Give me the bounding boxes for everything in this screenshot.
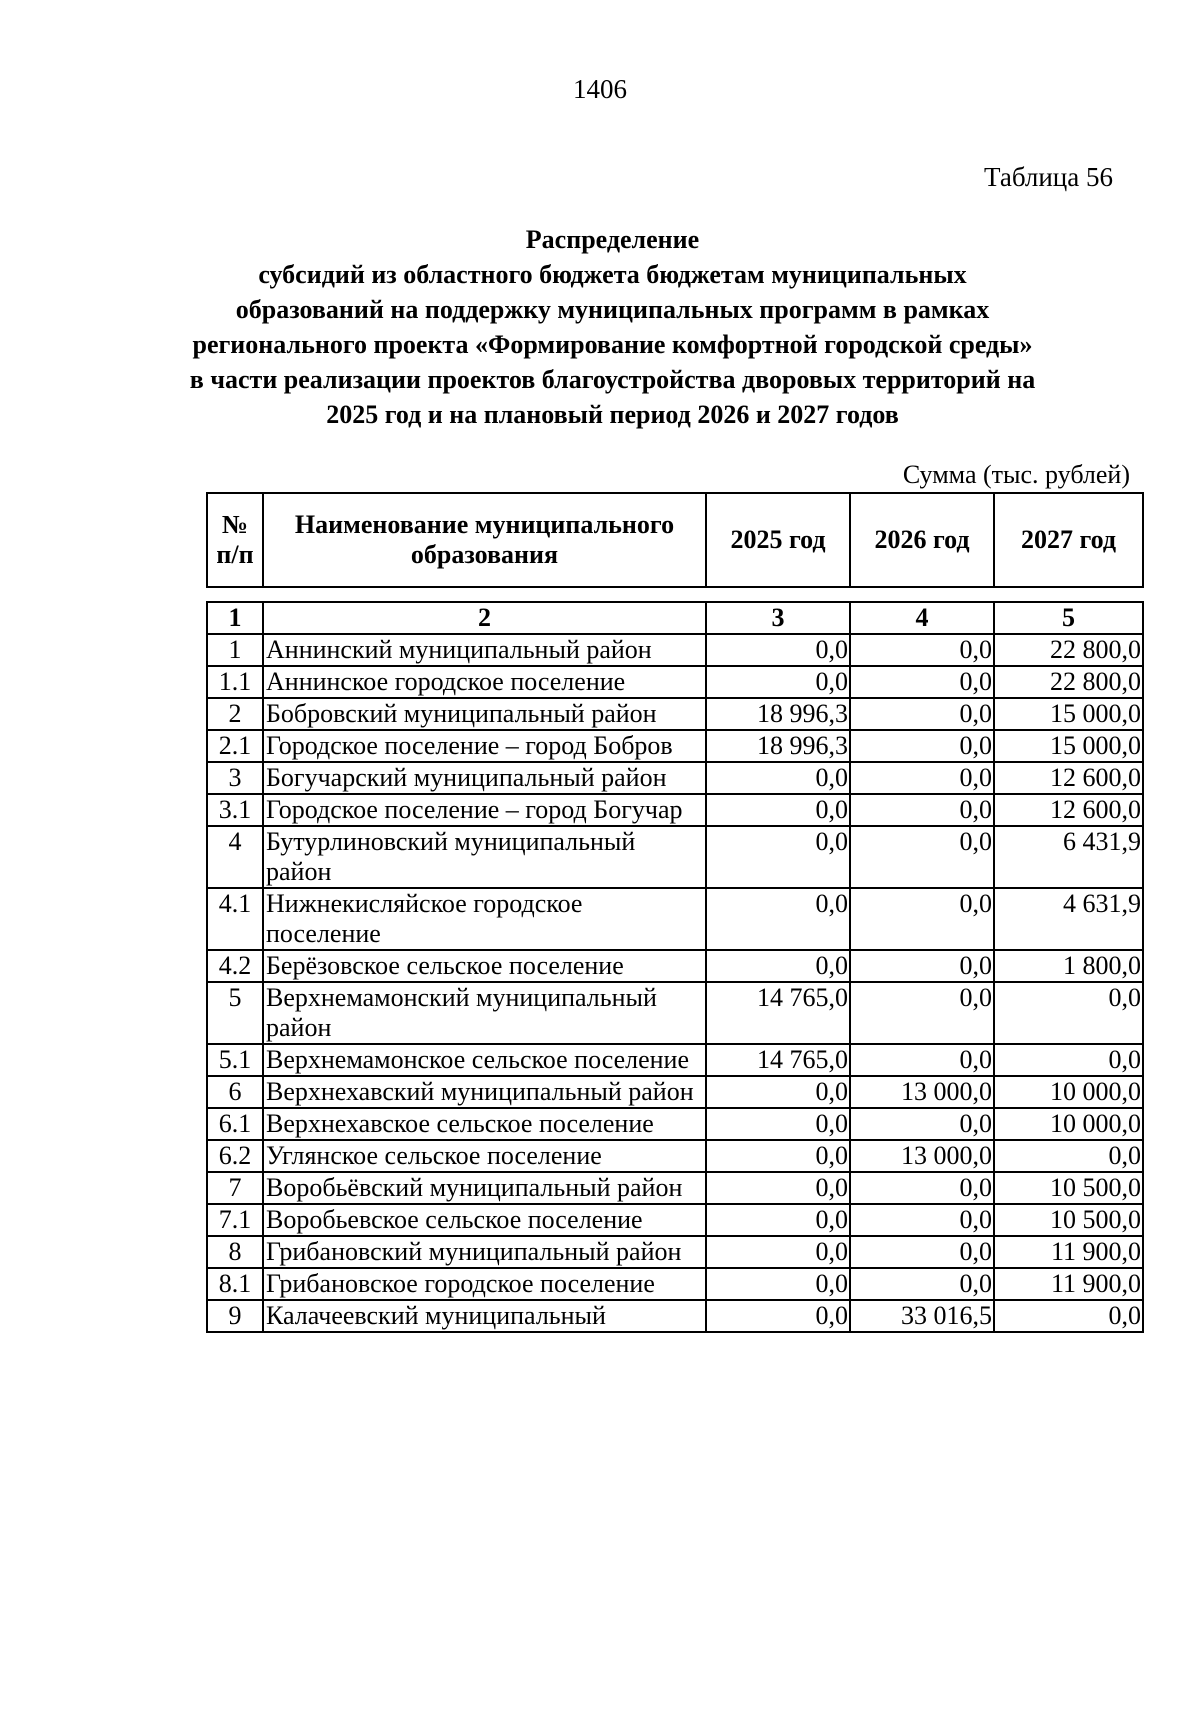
row-number: 4.1 [207, 888, 263, 950]
value-2025: 0,0 [706, 1204, 850, 1236]
title-line: субсидий из областного бюджета бюджетам муниципальных [258, 260, 967, 289]
value-2026: 0,0 [850, 730, 994, 762]
column-number: 2 [263, 602, 706, 634]
value-2027: 0,0 [994, 982, 1143, 1044]
value-2026: 0,0 [850, 1204, 994, 1236]
row-number: 5.1 [207, 1044, 263, 1076]
value-2025: 0,0 [706, 1268, 850, 1300]
table-row [207, 1140, 1143, 1172]
table-row [207, 1076, 1143, 1108]
column-number: 5 [994, 602, 1143, 634]
value-2026: 0,0 [850, 1108, 994, 1140]
document-title [180, 222, 1045, 432]
table-row [207, 762, 1143, 794]
value-2026: 13 000,0 [850, 1140, 994, 1172]
value-2025: 0,0 [706, 634, 850, 666]
row-number: 4.2 [207, 950, 263, 982]
value-2026: 0,0 [850, 794, 994, 826]
row-name: Аннинский муниципальный район [263, 634, 706, 666]
value-2026: 13 000,0 [850, 1076, 994, 1108]
value-2027: 1 800,0 [994, 950, 1143, 982]
header-name: Наименование муниципального образования [263, 493, 706, 587]
title-line: в части реализации проектов благоустройства дворовых территорий на [189, 365, 1036, 394]
value-2026: 0,0 [850, 1236, 994, 1268]
value-2027: 22 800,0 [994, 634, 1143, 666]
table-row [207, 666, 1143, 698]
title-line: Распределение [525, 225, 700, 254]
value-2025: 0,0 [706, 762, 850, 794]
row-number: 6.1 [207, 1108, 263, 1140]
value-2025: 0,0 [706, 1140, 850, 1172]
value-2027: 10 500,0 [994, 1172, 1143, 1204]
table-row [207, 1300, 1143, 1332]
value-2027: 12 600,0 [994, 794, 1143, 826]
row-name: Верхнехавское сельское поселение [263, 1108, 706, 1140]
row-number: 9 [207, 1300, 263, 1332]
row-number: 4 [207, 826, 263, 888]
value-2025: 0,0 [706, 1076, 850, 1108]
table-row [207, 1108, 1143, 1140]
value-2027: 4 631,9 [994, 888, 1143, 950]
row-name: Городское поселение – город Богучар [263, 794, 706, 826]
value-2025: 14 765,0 [706, 1044, 850, 1076]
table-row [207, 982, 1143, 1044]
value-2025: 0,0 [706, 1172, 850, 1204]
value-2027: 11 900,0 [994, 1268, 1143, 1300]
value-2026: 0,0 [850, 1172, 994, 1204]
table-row [207, 730, 1143, 762]
row-name: Воробьёвский муниципальный район [263, 1172, 706, 1204]
value-2027: 10 500,0 [994, 1204, 1143, 1236]
row-name: Воробьевское сельское поселение [263, 1204, 706, 1236]
table-row [207, 698, 1143, 730]
row-number: 8.1 [207, 1268, 263, 1300]
value-2026: 0,0 [850, 826, 994, 888]
units-label: Сумма (тыс. рублей) [902, 460, 1130, 489]
value-2027: 0,0 [994, 1140, 1143, 1172]
row-number: 8 [207, 1236, 263, 1268]
row-name: Верхнемамонское сельское поселение [263, 1044, 706, 1076]
header-no: № п/п [207, 493, 263, 587]
value-2025: 0,0 [706, 888, 850, 950]
row-number: 5 [207, 982, 263, 1044]
table-row [207, 634, 1143, 666]
table-row [207, 1172, 1143, 1204]
row-name: Берёзовское сельское поселение [263, 950, 706, 982]
value-2025: 0,0 [706, 1236, 850, 1268]
header-2026: 2026 год [850, 493, 994, 587]
value-2025: 0,0 [706, 1108, 850, 1140]
value-2027: 11 900,0 [994, 1236, 1143, 1268]
row-name: Грибановский муниципальный район [263, 1236, 706, 1268]
row-number: 7 [207, 1172, 263, 1204]
title-line: образований на поддержку муниципальных программ в рамках [235, 295, 990, 324]
row-number: 6.2 [207, 1140, 263, 1172]
value-2026: 0,0 [850, 666, 994, 698]
table-row [207, 826, 1143, 888]
table-row [207, 1204, 1143, 1236]
value-2025: 18 996,3 [706, 730, 850, 762]
row-name: Бутурлиновский муниципальный район [263, 826, 706, 888]
row-name: Богучарский муниципальный район [263, 762, 706, 794]
value-2027: 15 000,0 [994, 698, 1143, 730]
table-row [207, 888, 1143, 950]
table-row [207, 1044, 1143, 1076]
value-2025: 0,0 [706, 794, 850, 826]
value-2026: 0,0 [850, 634, 994, 666]
data-table [206, 601, 1144, 1333]
value-2027: 22 800,0 [994, 666, 1143, 698]
header-2025: 2025 год [706, 493, 850, 587]
row-number: 2.1 [207, 730, 263, 762]
value-2025: 18 996,3 [706, 698, 850, 730]
row-number: 7.1 [207, 1204, 263, 1236]
value-2027: 0,0 [994, 1044, 1143, 1076]
value-2026: 0,0 [850, 888, 994, 950]
value-2025: 0,0 [706, 1300, 850, 1332]
title-line: 2025 год и на плановый период 2026 и 2027 годов [326, 400, 899, 429]
table-row [207, 794, 1143, 826]
value-2026: 0,0 [850, 950, 994, 982]
value-2027: 15 000,0 [994, 730, 1143, 762]
row-number: 3.1 [207, 794, 263, 826]
value-2026: 0,0 [850, 1268, 994, 1300]
row-name: Калачеевский муниципальный [263, 1300, 706, 1332]
title-line: регионального проекта «Формирование комфортной городской среды» [192, 330, 1033, 359]
row-number: 6 [207, 1076, 263, 1108]
column-number: 3 [706, 602, 850, 634]
value-2026: 0,0 [850, 698, 994, 730]
header-2027: 2027 год [994, 493, 1143, 587]
table-row [207, 950, 1143, 982]
value-2026: 0,0 [850, 982, 994, 1044]
table-header [206, 492, 1144, 588]
column-numbers-row [207, 602, 1143, 634]
value-2027: 12 600,0 [994, 762, 1143, 794]
value-2027: 0,0 [994, 1300, 1143, 1332]
row-number: 1.1 [207, 666, 263, 698]
value-2026: 0,0 [850, 762, 994, 794]
row-number: 1 [207, 634, 263, 666]
row-name: Верхнемамонский муниципальный район [263, 982, 706, 1044]
value-2025: 14 765,0 [706, 982, 850, 1044]
value-2027: 6 431,9 [994, 826, 1143, 888]
row-number: 3 [207, 762, 263, 794]
value-2025: 0,0 [706, 950, 850, 982]
row-name: Верхнехавский муниципальный район [263, 1076, 706, 1108]
table-label: Таблица 56 [984, 162, 1113, 192]
value-2027: 10 000,0 [994, 1076, 1143, 1108]
row-name: Бобровский муниципальный район [263, 698, 706, 730]
value-2026: 0,0 [850, 1044, 994, 1076]
row-name: Углянское сельское поселение [263, 1140, 706, 1172]
value-2027: 10 000,0 [994, 1108, 1143, 1140]
row-number: 2 [207, 698, 263, 730]
column-number: 1 [207, 602, 263, 634]
table-row [207, 1268, 1143, 1300]
value-2025: 0,0 [706, 826, 850, 888]
table-row [207, 1236, 1143, 1268]
row-name: Грибановское городское поселение [263, 1268, 706, 1300]
row-name: Городское поселение – город Бобров [263, 730, 706, 762]
column-number: 4 [850, 602, 994, 634]
page-number: 1406 [573, 74, 627, 104]
row-name: Нижнекисляйское городское поселение [263, 888, 706, 950]
value-2026: 33 016,5 [850, 1300, 994, 1332]
value-2025: 0,0 [706, 666, 850, 698]
row-name: Аннинское городское поселение [263, 666, 706, 698]
